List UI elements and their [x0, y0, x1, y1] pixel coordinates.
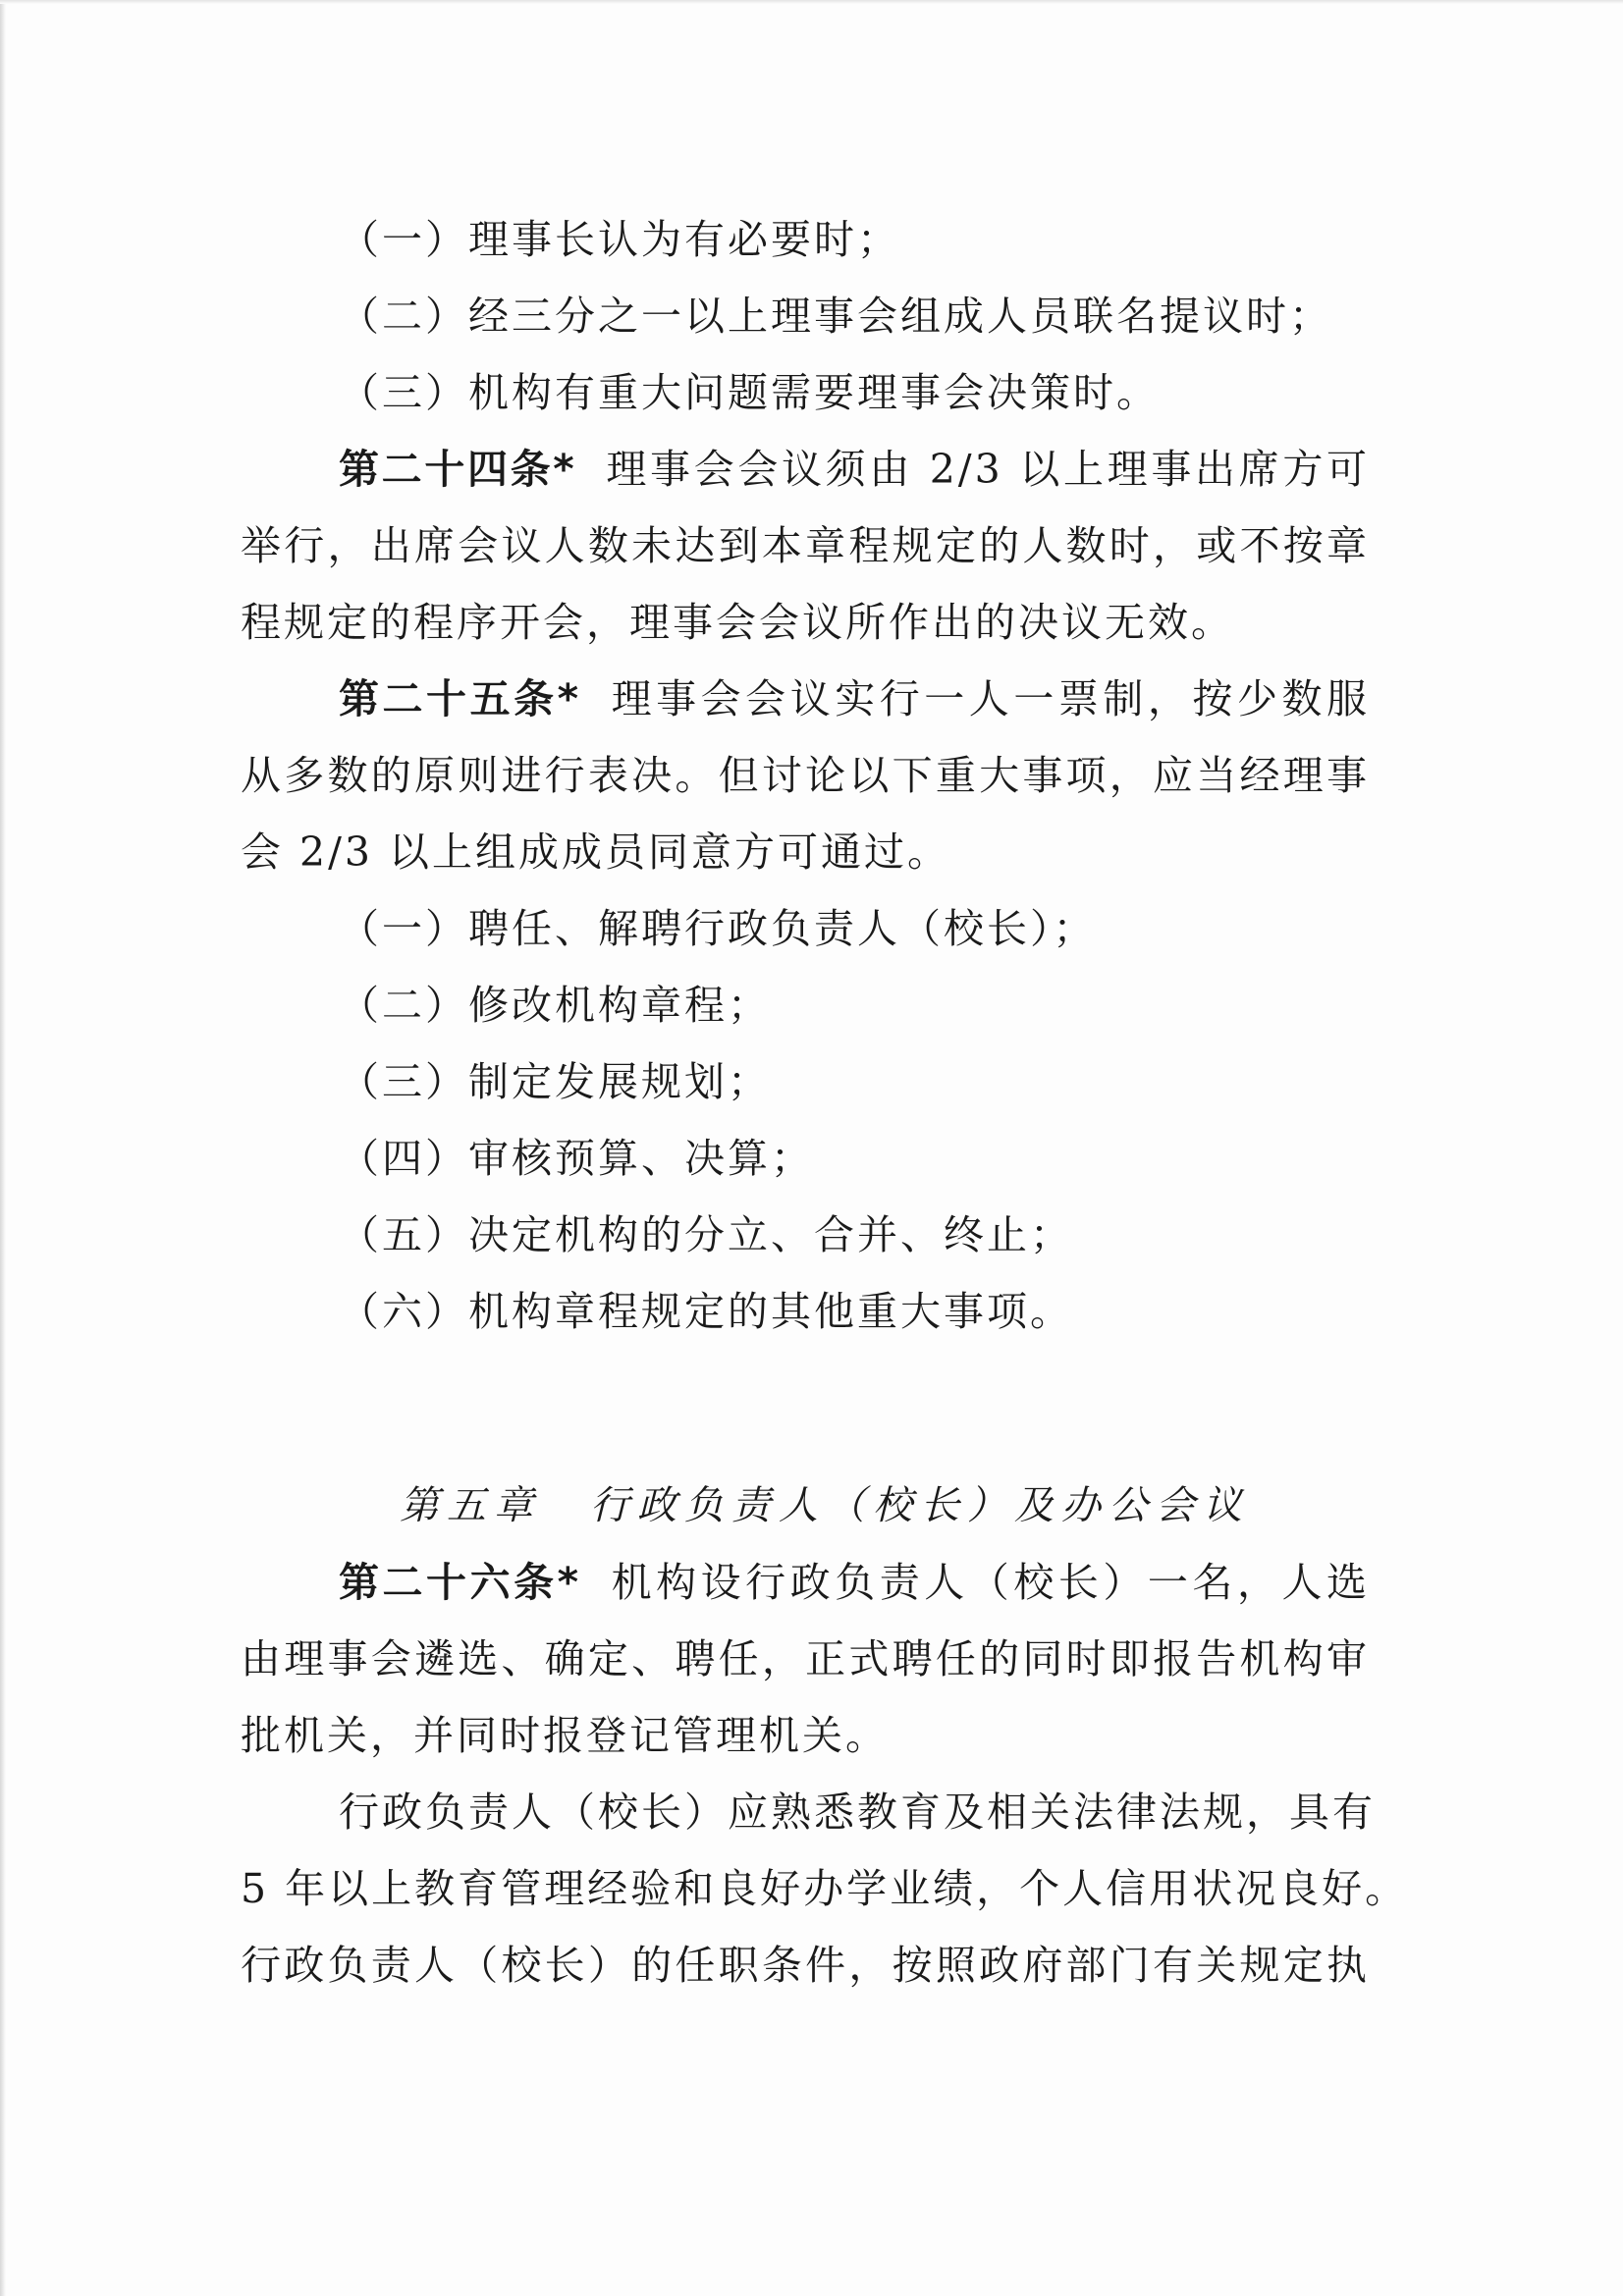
article-24-line: 程规定的程序开会，理事会会议所作出的决议无效。: [241, 599, 1234, 646]
list-item: （三）制定发展规划；: [339, 1058, 771, 1105]
paragraph-line: 行政负责人（校长）应熟悉教育及相关法律法规，具有: [339, 1789, 1376, 1836]
chapter-heading: [241, 1468, 1370, 1544]
article-26-line: 批机关，并同时报登记管理机关。: [241, 1712, 889, 1759]
article-24-heading: 第二十四条*: [339, 446, 576, 493]
article-25-line: 从多数的原则进行表决。但讨论以下重大事项，应当经理事: [241, 752, 1370, 799]
article-25-heading: 第二十五条*: [339, 675, 581, 722]
article-26-line: 由理事会遴选、确定、聘任，正式聘任的同时即报告机构审: [241, 1635, 1370, 1682]
article-24-text: 理事会会议须由 2/3 以上理事出席方可: [605, 446, 1370, 493]
paragraph-line: 行政负责人（校长）的任职条件，按照政府部门有关规定执: [241, 1942, 1370, 1989]
article-25-line: 会 2/3 以上组成成员同意方可通过。: [241, 828, 951, 876]
article-26-heading: 第二十六条*: [339, 1559, 581, 1606]
list-item: （一）聘任、解聘行政负责人（校长）；: [339, 905, 1097, 952]
chapter-number: 第五章: [400, 1483, 541, 1528]
article-24-line: [241, 431, 1370, 507]
section-spacer: [241, 1350, 1370, 1468]
article-25-text: 理事会会议实行一人一票制，按少数服: [610, 675, 1370, 722]
scan-edge-left: [0, 0, 6, 2296]
scan-edge-top: [0, 0, 1623, 4]
article-25-line: [241, 661, 1370, 737]
document-body: [241, 201, 1409, 2003]
list-item: （二）修改机构章程；: [339, 982, 771, 1029]
list-item: （六）机构章程规定的其他重大事项。: [339, 1288, 1073, 1335]
article-24-line: 举行，出席会议人数未达到本章程规定的人数时，或不按章: [241, 522, 1370, 569]
article-26-line: [241, 1544, 1370, 1621]
list-item: （四）审核预算、决算；: [339, 1135, 814, 1182]
chapter-title: 行政负责人（校长）及办公会议: [590, 1483, 1250, 1528]
list-item: （一）理事长认为有必要时；: [339, 216, 900, 263]
article-26-text: 机构设行政负责人（校长）一名，人选: [610, 1559, 1370, 1606]
list-item: （五）决定机构的分立、合并、终止；: [339, 1211, 1073, 1258]
list-item: （三）机构有重大问题需要理事会决策时。: [339, 369, 1160, 416]
paragraph-line: 5 年以上教育管理经验和良好办学业绩，个人信用状况良好。: [241, 1865, 1409, 1912]
list-item: （二）经三分之一以上理事会组成人员联名提议时；: [339, 293, 1332, 340]
